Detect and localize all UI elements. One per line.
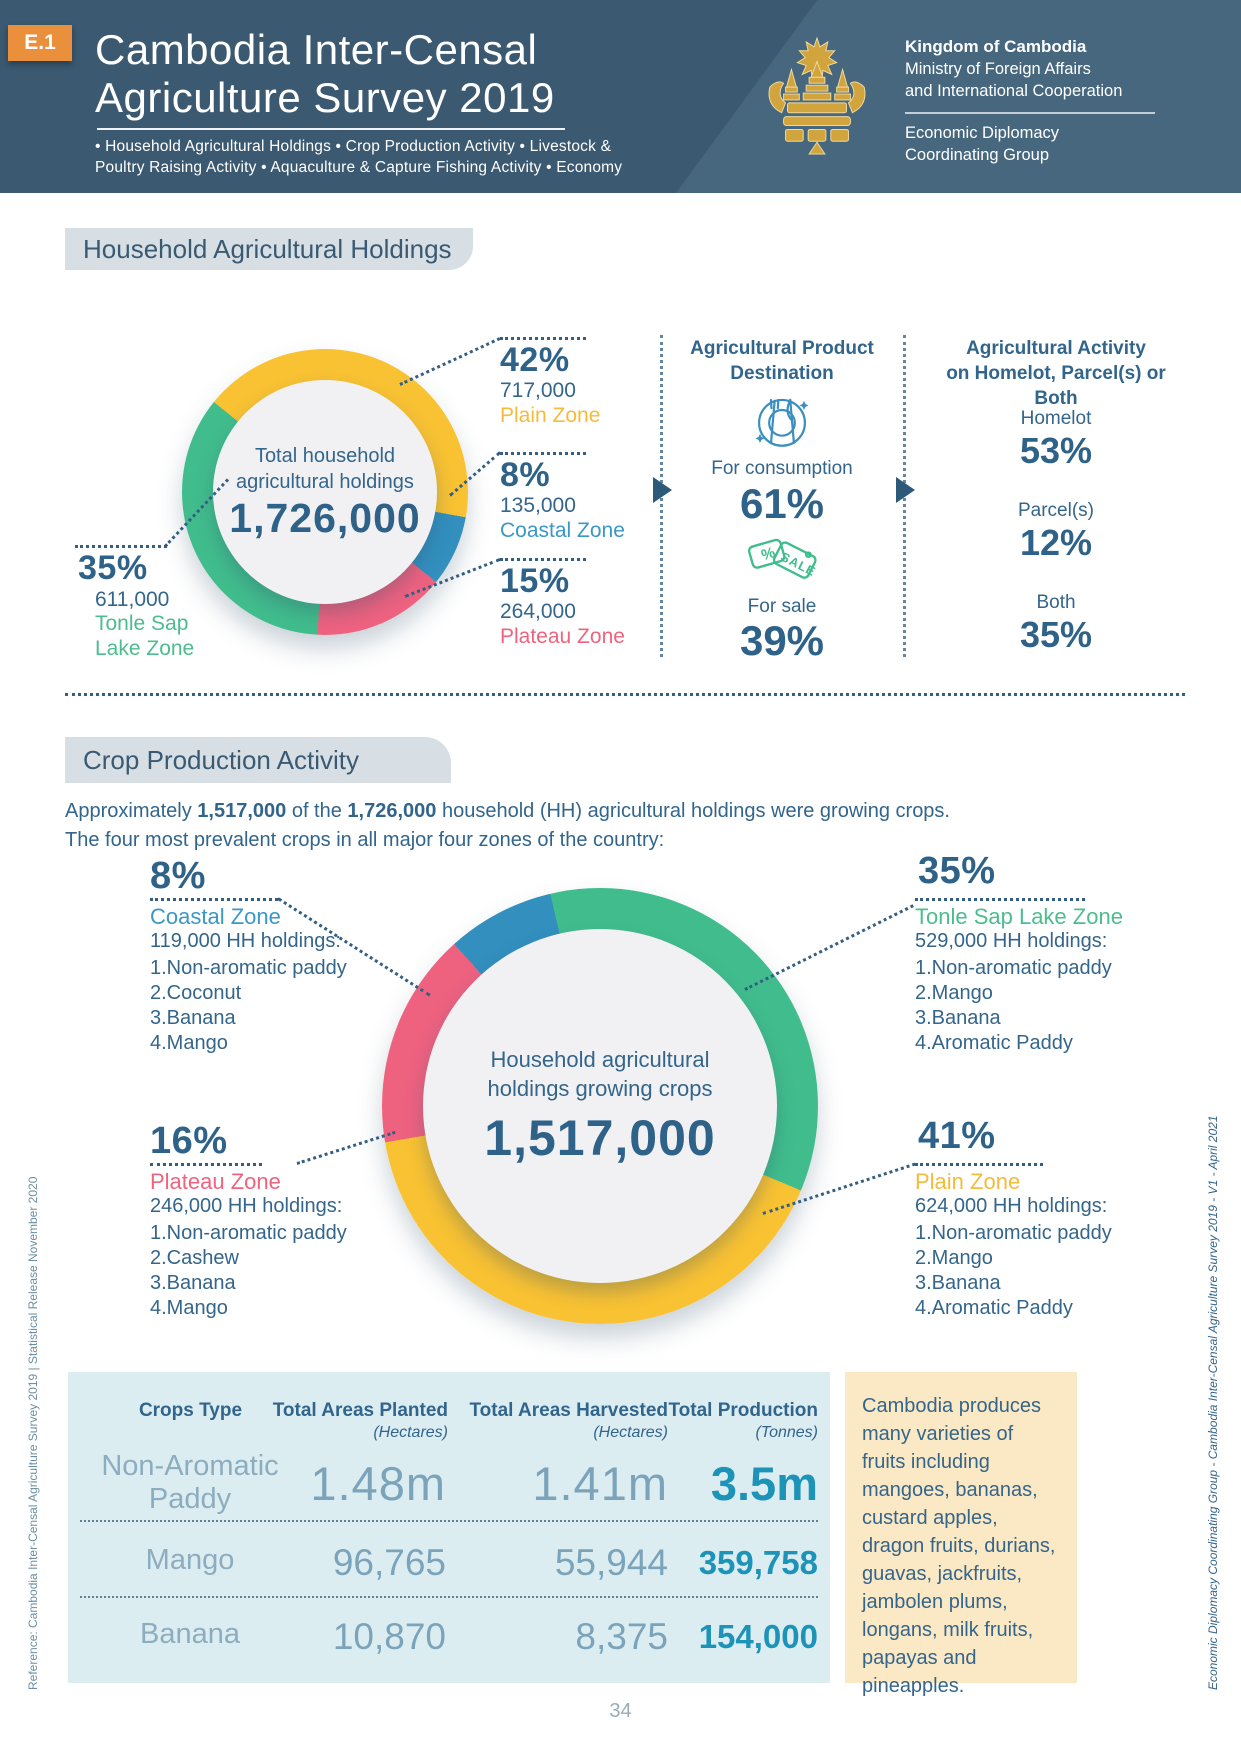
reference-vertical-text: Reference: Cambodia Inter-Censal Agriculture Survey 2019 | Statistical Release November 2020 — [26, 1176, 40, 1690]
holdings-center-value: 1,726,000 — [229, 494, 421, 541]
tonlesap-crop-3: 3.Banana — [915, 1007, 1001, 1029]
tonlesap-crop-2: 2.Mango — [915, 982, 993, 1004]
row1-production: 3.5m — [710, 1457, 818, 1510]
coastal-zone-pct: 8% — [500, 456, 551, 494]
coastal-crop-1: 1.Non-aromatic paddy — [150, 957, 347, 979]
coastal-crop-2: 2.Coconut — [150, 982, 242, 1004]
intro-p1a: Approximately — [65, 800, 198, 822]
tonlesap-zone-count: 611,000 — [95, 588, 170, 611]
both-value: 35% — [1019, 614, 1093, 655]
destination-heading-line1: Agricultural Product — [690, 338, 874, 359]
tonlesap-crops-pct: 35% — [918, 850, 996, 892]
tonlesap-zone-label2: Lake Zone — [95, 637, 195, 660]
callout-line — [500, 452, 586, 455]
row2-harvested: 55,944 — [554, 1542, 668, 1583]
activity-heading-line1: Agricultural Activity — [966, 338, 1146, 359]
group-line1: Economic Diplomacy — [905, 124, 1060, 142]
callout-line — [75, 545, 167, 548]
page-title-line1: Cambodia Inter-Censal — [95, 26, 538, 73]
plain-crops-holdings: 624,000 HH holdings: — [915, 1195, 1108, 1217]
ministry-line2: and International Cooperation — [905, 82, 1123, 100]
tonlesap-zone-label1: Tonle Sap — [95, 612, 189, 635]
tonlesap-crop-4: 4.Aromatic Paddy — [915, 1032, 1073, 1054]
activity-heading-line2: on Homelot, Parcel(s) or Both — [946, 363, 1166, 409]
callout-line — [915, 1163, 1043, 1166]
title-underline — [97, 128, 565, 130]
fruits-note-text: Cambodia produces many varieties of fruits including mangoes, bananas, custard apples, dragon fruits, durians, guavas, jackfruits, jambolen plums, longans, milk fruits, papayas and pineapples. — [862, 1395, 1056, 1697]
parcel-value: 12% — [1019, 522, 1093, 563]
col-unit-harvested: (Hectares) — [593, 1424, 668, 1441]
coastal-zone-label: Coastal Zone — [500, 519, 625, 542]
sale-label: For sale — [747, 596, 817, 617]
sale-tags-icon — [745, 530, 821, 592]
ministry-block — [905, 36, 1122, 102]
coastal-crops-name: Coastal Zone — [150, 904, 281, 929]
tonlesap-crops-name: Tonle Sap Lake Zone — [915, 904, 1123, 929]
plain-zone-count: 717,000 — [500, 379, 576, 402]
callout-line — [500, 558, 586, 561]
crops-center-label1: Household agricultural — [490, 1047, 710, 1072]
plateau-zone-label: Plateau Zone — [500, 625, 625, 648]
table-row-separator — [80, 1520, 818, 1522]
col-header-crops: Crops Type — [138, 1400, 243, 1421]
callout-line — [500, 337, 586, 340]
royal-arms-icon — [758, 36, 876, 158]
holdings-donut-center — [213, 380, 437, 604]
page-header — [0, 0, 1241, 193]
row2-planted: 96,765 — [332, 1542, 446, 1583]
col-unit-production: (Tonnes) — [755, 1424, 818, 1441]
section2-heading: Crop Production Activity — [65, 737, 451, 783]
plain-crop-3: 3.Banana — [915, 1272, 1001, 1294]
table-row-name: Mango — [145, 1544, 235, 1576]
consumption-value: 61% — [739, 480, 825, 527]
table-row-separator — [80, 1596, 818, 1598]
plain-crops-name: Plain Zone — [915, 1169, 1021, 1194]
crops-table — [68, 1372, 830, 1683]
plateau-zone-pct: 15% — [500, 562, 570, 600]
holdings-center-label2: agricultural holdings — [236, 470, 414, 493]
col-header-harvested: Total Areas Harvested — [469, 1400, 668, 1421]
row3-planted: 10,870 — [332, 1616, 446, 1657]
row3-production: 154,000 — [698, 1618, 818, 1655]
page-number: 34 — [609, 1700, 632, 1722]
section1-heading: Household Agricultural Holdings — [65, 228, 473, 270]
sale-tag-glyph: SALE — [778, 549, 819, 580]
callout-line — [297, 1131, 396, 1165]
plateau-crops-pct: 16% — [150, 1120, 228, 1162]
callout-line — [915, 898, 1085, 901]
callout-line — [399, 337, 500, 386]
plain-crop-2: 2.Mango — [915, 1247, 993, 1269]
callout-line — [150, 898, 278, 901]
plain-crops-pct: 41% — [918, 1115, 996, 1157]
plate-fork-knife-icon — [749, 388, 815, 454]
sale-value: 39% — [739, 617, 825, 664]
plateau-crop-3: 3.Banana — [150, 1272, 236, 1294]
coordinating-group-block — [905, 122, 1059, 166]
plateau-crop-4: 4.Mango — [150, 1297, 228, 1319]
crops-center-label2: holdings growing crops — [487, 1076, 713, 1101]
homelot-value: 53% — [1019, 430, 1093, 471]
edition-vertical-text: Economic Diplomacy Coordinating Group - Cambodia Inter-Censal Agriculture Survey 2019 - V1 - April 2021 — [1206, 1115, 1220, 1690]
both-label: Both — [1036, 592, 1076, 613]
page-subtitle-line2: Poultry Raising Activity • Aquaculture & Capture Fishing Activity • Economy — [95, 159, 623, 176]
tonlesap-crop-1: 1.Non-aromatic paddy — [915, 957, 1112, 979]
intro-p1d: 1,726,000 — [347, 800, 437, 822]
coastal-crops-holdings: 119,000 HH holdings: — [150, 930, 341, 952]
ministry-divider — [905, 112, 1155, 114]
page-subtitle-line1: • Household Agricultural Holdings • Crop Production Activity • Livestock & — [95, 138, 612, 155]
section-divider — [65, 693, 1185, 696]
plateau-crop-1: 1.Non-aromatic paddy — [150, 1222, 347, 1244]
row1-harvested: 1.41m — [532, 1457, 668, 1510]
holdings-center-label1: Total household — [254, 444, 396, 467]
crops-donut-center — [423, 929, 777, 1283]
row1-name-line1: Non-Aromatic — [101, 1450, 279, 1482]
plateau-crops-holdings: 246,000 HH holdings: — [150, 1195, 343, 1217]
tonlesap-crops-holdings: 529,000 HH holdings: — [915, 930, 1108, 952]
intro-p1c: of the — [286, 800, 348, 822]
plateau-crops-name: Plateau Zone — [150, 1169, 281, 1194]
row1-name-line2: Paddy — [148, 1483, 232, 1515]
ministry-line1: Ministry of Foreign Affairs — [905, 60, 1091, 78]
homelot-label: Homelot — [1020, 408, 1092, 429]
ministry-kingdom: Kingdom of Cambodia — [905, 37, 1087, 56]
plain-zone-label: Plain Zone — [500, 404, 601, 427]
group-line2: Coordinating Group — [905, 146, 1050, 164]
intro-p1b: 1,517,000 — [197, 800, 287, 822]
plateau-zone-count: 264,000 — [500, 600, 576, 623]
col-unit-planted: (Hectares) — [373, 1424, 448, 1441]
callout-line — [150, 1163, 262, 1166]
intro-line2: The four most prevalent crops in all major four zones of the country: — [65, 829, 665, 851]
row2-production: 359,758 — [698, 1544, 818, 1581]
destination-heading-line2: Destination — [730, 363, 834, 384]
consumption-label: For consumption — [711, 458, 853, 479]
plain-crop-1: 1.Non-aromatic paddy — [915, 1222, 1112, 1244]
tonlesap-zone-pct: 35% — [78, 549, 148, 587]
row3-harvested: 8,375 — [575, 1616, 668, 1657]
coastal-crop-3: 3.Banana — [150, 1007, 236, 1029]
col-header-production: Total Production — [668, 1400, 818, 1421]
page-title-line2: Agriculture Survey 2019 — [95, 74, 555, 121]
col-header-planted: Total Areas Planted — [272, 1400, 448, 1421]
plateau-crop-2: 2.Cashew — [150, 1247, 239, 1269]
plain-zone-pct: 42% — [500, 341, 570, 379]
coastal-zone-count: 135,000 — [500, 494, 576, 517]
parcel-label: Parcel(s) — [1017, 500, 1094, 521]
table-row-name: Banana — [140, 1618, 240, 1650]
row1-planted: 1.48m — [310, 1457, 446, 1510]
plain-crop-4: 4.Aromatic Paddy — [915, 1297, 1073, 1319]
fruits-note-panel — [845, 1372, 1077, 1697]
intro-p1e: household (HH) agricultural holdings were growing crops. — [436, 800, 950, 822]
coastal-crop-4: 4.Mango — [150, 1032, 228, 1054]
coastal-crops-pct: 8% — [150, 855, 206, 897]
section-code-badge: E.1 — [8, 25, 72, 61]
intro-line1 — [65, 800, 950, 823]
percent-tag-glyph: % — [759, 544, 778, 565]
crops-center-value: 1,517,000 — [484, 1110, 716, 1166]
callout-line — [744, 904, 914, 991]
